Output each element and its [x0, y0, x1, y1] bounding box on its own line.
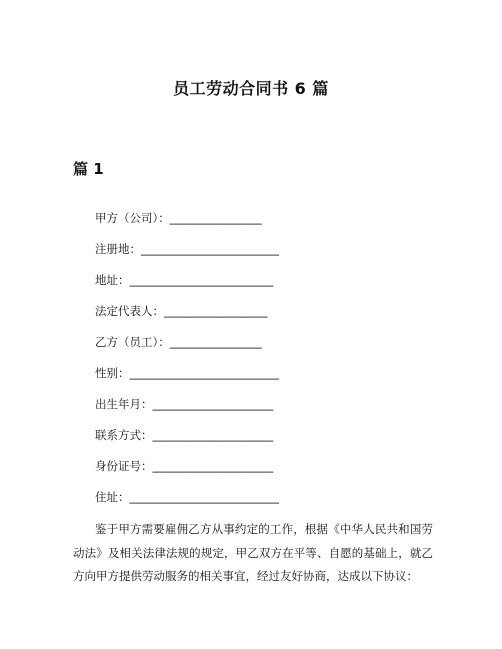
field-id-number: 身份证号：_____________________	[95, 459, 274, 473]
field-birth-date: 出生年月：_____________________	[95, 397, 274, 411]
field-gender: 性别：__________________________	[95, 366, 279, 380]
document-title: 员工劳动合同书 6 篇	[173, 79, 329, 98]
field-party-a: 甲方（公司）：________________	[95, 211, 262, 225]
section-heading: 篇 1	[73, 160, 104, 178]
field-legal-representative: 法定代表人：__________________	[95, 304, 268, 318]
field-party-b: 乙方（员工）：________________	[95, 335, 262, 349]
intro-paragraph: 鉴于甲方需要雇佣乙方从事约定的工作，根据《中华人民共和国劳动法》及相关法律法规的规定，甲乙双方在平等、自愿的基础上，就乙方向甲方提供劳动服务的相关事宜，经过友好协商，达成以下协议：	[73, 522, 433, 583]
field-registered-address: 注册地：________________________	[95, 242, 279, 256]
field-address: 地址：_________________________	[95, 273, 274, 287]
field-contact: 联系方式：_____________________	[95, 428, 274, 442]
field-residence: 住址：__________________________	[95, 490, 279, 504]
